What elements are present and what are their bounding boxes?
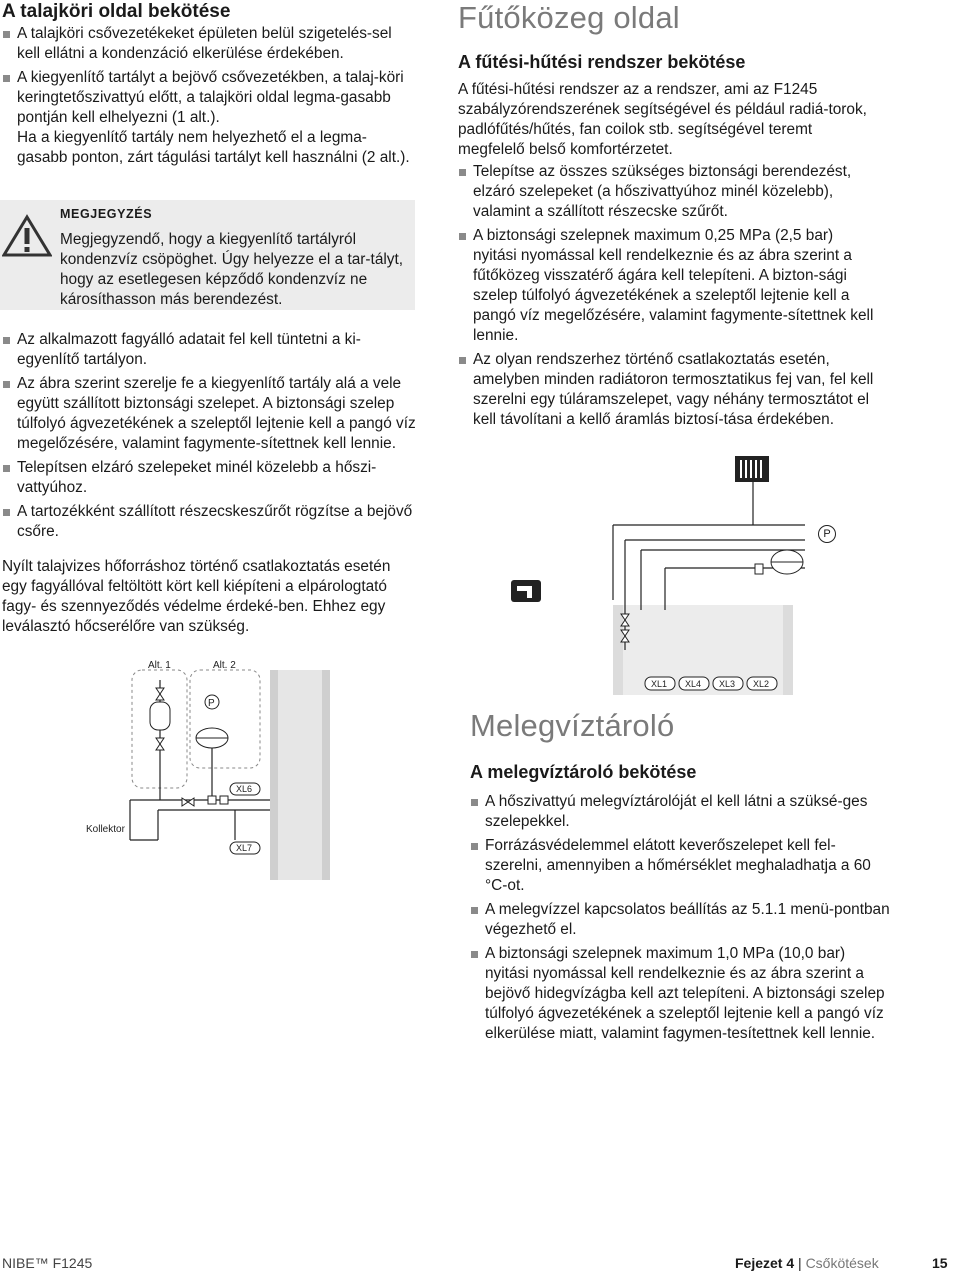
- note-box: [0, 200, 415, 310]
- list-item: Az ábra szerint szerelje fe a kiegyenlítő tartály alá a vele együtt szállított biztonsági szelepet. A biztonsági szelep túlfolyó ágvezetékének a szeleptől lejtenie kell a pangó víz megelőzésére, valamint fagymente-sítettnek kell lennie.: [2, 374, 418, 454]
- bullet-list-hot-water: [470, 792, 890, 1048]
- xl4-label: XL4: [685, 679, 702, 689]
- section-title-ground-side: A talajköri oldal bekötése: [2, 1, 231, 22]
- warning-icon: [2, 214, 52, 263]
- list-item: A kiegyenlítő tartályt a bejövő csővezetékben, a talaj-köri keringtetőszivattyú előtt, a talajköri oldal legma-gasabb pontján kell elhelyezni (1 alt.).: [2, 68, 418, 128]
- subheading-hot-water-connection: A melegvíztároló bekötése: [470, 762, 697, 782]
- note-title: MEGJEGYZÉS: [60, 207, 153, 221]
- xl3-label: XL3: [719, 679, 736, 689]
- bullet-list-1: [2, 24, 418, 132]
- xl2-label: XL2: [753, 679, 770, 689]
- chapter-separator: |: [798, 1255, 802, 1271]
- chapter-number: Fejezet 4: [735, 1255, 795, 1271]
- list-item: A biztonsági szelepnek maximum 1,0 MPa (10,0 bar) nyitási nyomással kell rendelkeznie és az ábra szerint a bejövő hidegvízágba kell azt telepíteni. A biztonsági szelep túlfolyó ágvezetékének a szeleptől lejtenie kell a pangó víz elkerülése miatt, valamint fagymen-tesítettnek kell lennie.: [470, 944, 890, 1044]
- collector-label: Kollektor: [86, 824, 125, 835]
- paragraph-open-groundwater: Nyílt talajvizes hőforráshoz történő csatlakoztatás esetén egy fagyállóval feltöltött kört kell kiépíteni a elpárologtató fagy- és szennyeződés védelme érdeké-ben. Ehhez egy leválasztó hőcserélőre van szükség.: [2, 558, 391, 636]
- list-item: A hőszivattyú melegvíztárolóját el kell látni a szüksé-ges szelepekkel.: [470, 792, 890, 832]
- list-item: A biztonsági szelepnek maximum 0,25 MPa (2,5 bar) nyitási nyomással kell rendelkeznie és az ábra szerint a fűtőközeg visszatérő ágára kell telepíteni. A bizton-sági szelep túlfolyó ágvezetékének a szeleptől lejtenie kell a pangó víz megelőzésére, valamint fagymente-sítettnek kell lennie.: [458, 226, 874, 346]
- page-number: 15: [932, 1255, 948, 1271]
- list-item: A tartozékként szállított részecskeszűrőt rögzítse a bejövő csőre.: [2, 502, 418, 542]
- list-item: Telepítsen elzáró szelepeket minél közelebb a hőszi-vattyúhoz.: [2, 458, 418, 498]
- footer-brand: NIBE™ F1245: [2, 1255, 93, 1271]
- bullet-list-2: [2, 330, 418, 546]
- bullet-list-heating: [458, 162, 874, 434]
- list-item: Telepítse az összes szükséges biztonsági berendezést, elzáró szelepeket (a hőszivattyúhoz minél közelebb), valamint a szállított részecske szűrőt.: [458, 162, 874, 222]
- alt2-label: Alt. 2: [213, 660, 236, 671]
- ground-side-diagram: [70, 650, 350, 880]
- list-item: A melegvízzel kapcsolatos beállítás az 5.1.1 menü-pontban végezhető el.: [470, 900, 890, 940]
- pump-label: P: [208, 698, 215, 709]
- subheading-heating-connection: A fűtési-hűtési rendszer bekötése: [458, 52, 746, 72]
- footer-chapter: [735, 1255, 879, 1271]
- paragraph-heating-intro: A fűtési-hűtési rendszer az a rendszer, ami az F1245 szabályzórendszerének segítségével és például radiá-torok, padlófűtés/hűtés, fan coilok stb. segítségével teremt megfelelő belső komfortérzetet.: [458, 81, 867, 159]
- list-item: Forrázásvédelemmel elátott keverőszelepet kell fel-szerelni, amennyiben a hőmérséklet meghaladhatja a 60 °C-ot.: [470, 836, 890, 896]
- xl7-label: XL7: [236, 843, 253, 853]
- note-text: Megjegyzendő, hogy a kiegyenlítő tartályról kondenzvíz csöpöghet. Úgy helyezze el a tar-tályt, hogy az esetlegesen képződő kondenzvíz ne károsíthasson más berendezést.: [60, 231, 404, 309]
- heating-side-diagram: [505, 450, 805, 695]
- paragraph-tank-alt: Ha a kiegyenlítő tartály nem helyezhető el a legma-gasabb ponton, zárt tágulási tartályt kell használni (2 alt.).: [17, 129, 410, 167]
- alt1-label: Alt. 1: [148, 660, 171, 671]
- list-item: A talajköri csővezetékeket épületen belül szigetelés-sel kell ellátni a kondenzáció elkerülése érdekében.: [2, 24, 418, 64]
- heading-hot-water: Melegvíztároló: [470, 708, 675, 743]
- chapter-title: Csőkötések: [805, 1255, 879, 1271]
- water-tap-icon: [511, 580, 541, 602]
- list-item: Az alkalmazott fagyálló adatait fel kell tüntetni a ki-egyenlítő tartályon.: [2, 330, 418, 370]
- list-item: Az olyan rendszerhez történő csatlakoztatás esetén, amelyben minden radiátoron termosztatikus fej van, fel kell szerelni egy túláramszelepet, vagy néhány termosztátot el kell távolítani a kellő áramlás biztosí-tása érdekében.: [458, 350, 874, 430]
- xl6-label: XL6: [236, 784, 253, 794]
- pump-label: P: [818, 525, 836, 543]
- heading-heating-side: Fűtőközeg oldal: [458, 0, 680, 35]
- xl1-label: XL1: [651, 679, 668, 689]
